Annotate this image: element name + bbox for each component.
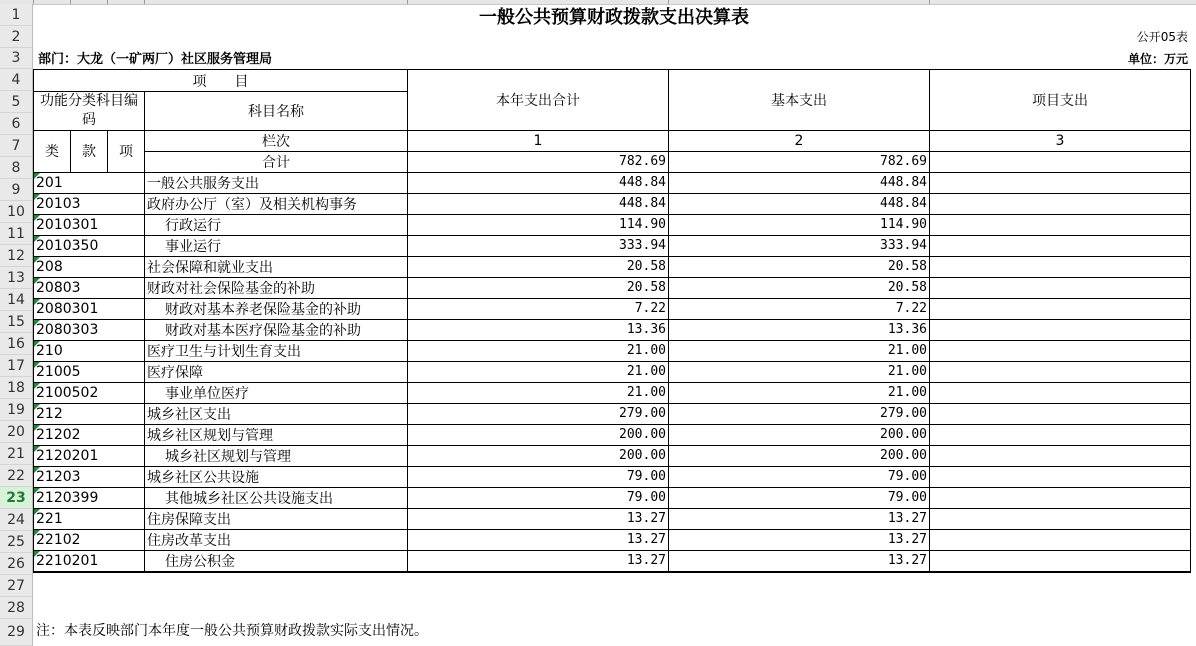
text-number-indicator-icon	[34, 530, 40, 536]
total-amount-cell[interactable]: 279.00	[408, 403, 669, 424]
table-note: 注：本表反映部门本年度一般公共预算财政拨款实际支出情况。	[36, 623, 428, 639]
subject-name-cell[interactable]	[145, 193, 408, 214]
sum-basic-cell[interactable]: 782.69	[669, 151, 930, 172]
function-code-cell[interactable]	[34, 550, 145, 572]
subject-name-cell[interactable]	[145, 361, 408, 382]
project-amount-cell[interactable]	[930, 214, 1191, 235]
row-number[interactable]: 21	[0, 443, 32, 465]
text-number-indicator-icon	[34, 362, 40, 368]
subject-name-cell[interactable]	[145, 382, 408, 403]
function-code-text: 22102	[36, 531, 81, 548]
sum-total-cell[interactable]: 782.69	[408, 151, 669, 172]
text-number-indicator-icon	[34, 215, 40, 221]
subject-name-cell[interactable]	[145, 529, 408, 550]
column-divider[interactable]	[407, 0, 408, 4]
basic-amount-cell[interactable]: 13.27	[669, 508, 930, 529]
subject-name-cell[interactable]	[145, 445, 408, 466]
department-label: 部门：大龙（一矿两厂）社区服务管理局	[38, 52, 273, 67]
function-code-cell[interactable]	[34, 235, 145, 256]
row-number[interactable]: 1	[0, 4, 32, 26]
table-row	[34, 214, 1191, 235]
project-amount-cell[interactable]	[930, 550, 1191, 572]
project-amount-cell[interactable]	[930, 277, 1191, 298]
table-row	[34, 382, 1191, 403]
function-code-header-cell[interactable]: 功能分类科目编码	[34, 92, 145, 131]
table-row	[34, 403, 1191, 424]
total-amount-cell[interactable]: 20.58	[408, 256, 669, 277]
column-divider[interactable]	[668, 0, 669, 4]
subject-name-text: 政府办公厅（室）及相关机构事务	[147, 196, 357, 213]
column-order-2-cell[interactable]: 2	[669, 130, 930, 151]
basic-amount-cell[interactable]: 79.00	[669, 487, 930, 508]
text-number-indicator-icon	[34, 551, 40, 557]
total-amount-cell[interactable]: 79.00	[408, 487, 669, 508]
subject-name-text: 住房改革支出	[147, 532, 231, 549]
subject-name-cell[interactable]	[145, 424, 408, 445]
row-number[interactable]: 8	[0, 157, 32, 179]
function-code-cell[interactable]	[34, 466, 145, 487]
table-row	[34, 424, 1191, 445]
subject-name-text: 医疗保障	[147, 364, 203, 381]
row-number[interactable]: 2	[0, 26, 32, 48]
column-divider[interactable]	[107, 0, 108, 4]
row-number[interactable]: 15	[0, 311, 32, 333]
subject-name-cell[interactable]	[145, 214, 408, 235]
row-number[interactable]: 6	[0, 113, 32, 135]
function-code-cell[interactable]	[34, 172, 145, 193]
row-number[interactable]: 20	[0, 421, 32, 443]
text-number-indicator-icon	[34, 383, 40, 389]
subject-name-cell[interactable]	[145, 487, 408, 508]
text-number-indicator-icon	[34, 194, 40, 200]
basic-amount-cell[interactable]: 20.58	[669, 277, 930, 298]
basic-amount-cell[interactable]: 448.84	[669, 193, 930, 214]
table-row	[34, 340, 1191, 361]
project-amount-cell[interactable]	[930, 424, 1191, 445]
kuan-header-cell[interactable]: 款	[71, 130, 108, 172]
project-amount-cell[interactable]	[930, 487, 1191, 508]
subject-name-text: 城乡社区规划与管理	[147, 427, 273, 444]
basic-amount-cell[interactable]: 21.00	[669, 382, 930, 403]
project-amount-cell[interactable]	[930, 340, 1191, 361]
table-row	[34, 508, 1191, 529]
project-amount-cell[interactable]	[930, 235, 1191, 256]
subject-name-cell[interactable]	[145, 256, 408, 277]
table-row	[34, 235, 1191, 256]
table-row	[34, 319, 1191, 340]
basic-amount-cell[interactable]: 448.84	[669, 172, 930, 193]
project-header-cell[interactable]: 项目支出	[930, 70, 1191, 131]
basic-amount-cell[interactable]: 13.27	[669, 550, 930, 572]
table-row	[34, 172, 1191, 193]
function-code-cell[interactable]	[34, 277, 145, 298]
project-amount-cell[interactable]	[930, 445, 1191, 466]
function-code-text: 208	[36, 258, 63, 275]
row-number[interactable]: 7	[0, 135, 32, 157]
basic-amount-cell[interactable]: 13.36	[669, 319, 930, 340]
function-code-text: 21202	[36, 426, 81, 443]
table-row	[34, 277, 1191, 298]
row-number[interactable]: 5	[0, 91, 32, 113]
total-amount-cell[interactable]: 13.27	[408, 550, 669, 572]
row-number[interactable]: 25	[0, 531, 32, 553]
basic-amount-cell[interactable]: 13.27	[669, 529, 930, 550]
subject-name-text: 住房公积金	[165, 553, 235, 570]
total-amount-cell[interactable]: 200.00	[408, 424, 669, 445]
sheet-title: 一般公共预算财政拨款支出决算表	[479, 7, 749, 28]
total-amount-cell[interactable]: 13.36	[408, 319, 669, 340]
project-amount-cell[interactable]	[930, 508, 1191, 529]
table-row	[34, 193, 1191, 214]
function-code-cell[interactable]	[34, 214, 145, 235]
project-amount-cell[interactable]	[930, 466, 1191, 487]
row-number[interactable]: 24	[0, 509, 32, 531]
row-number[interactable]: 19	[0, 399, 32, 421]
row-number[interactable]: 4	[0, 69, 32, 91]
function-code-cell[interactable]	[34, 487, 145, 508]
row-number[interactable]: 22	[0, 465, 32, 487]
row-number[interactable]: 9	[0, 179, 32, 201]
subject-name-text: 事业单位医疗	[165, 385, 249, 402]
subject-name-text: 城乡社区公共设施	[147, 469, 259, 486]
subject-name-cell[interactable]	[145, 277, 408, 298]
xiang-header-cell[interactable]: 项	[108, 130, 145, 172]
total-amount-cell[interactable]: 448.84	[408, 193, 669, 214]
total-amount-cell[interactable]: 7.22	[408, 298, 669, 319]
function-code-text: 221	[36, 510, 63, 527]
subject-name-cell[interactable]	[145, 508, 408, 529]
function-code-text: 2210201	[36, 552, 99, 569]
subject-name-text: 住房保障支出	[147, 511, 231, 528]
total-header-cell[interactable]: 本年支出合计	[408, 70, 669, 131]
subject-name-cell[interactable]	[145, 235, 408, 256]
item-header-cell[interactable]: 项 目	[34, 70, 408, 92]
basic-amount-cell[interactable]: 114.90	[669, 214, 930, 235]
subject-name-text: 行政运行	[165, 217, 221, 234]
row-number[interactable]: 16	[0, 333, 32, 355]
row-number[interactable]: 12	[0, 245, 32, 267]
form-number: 公开05表	[1136, 30, 1188, 44]
basic-amount-cell[interactable]: 21.00	[669, 340, 930, 361]
function-code-cell[interactable]	[34, 424, 145, 445]
function-code-text: 2080303	[36, 321, 99, 338]
function-code-text: 20103	[36, 195, 81, 212]
total-amount-cell[interactable]: 114.90	[408, 214, 669, 235]
subject-name-text: 财政对社会保险基金的补助	[147, 280, 315, 297]
table-row	[34, 529, 1191, 550]
subject-name-text: 一般公共服务支出	[147, 175, 259, 192]
row-number[interactable]: 27	[0, 575, 32, 597]
subject-name-cell[interactable]	[145, 403, 408, 424]
text-number-indicator-icon	[34, 257, 40, 263]
table-row	[34, 256, 1191, 277]
subject-name-cell[interactable]	[145, 319, 408, 340]
function-code-cell[interactable]	[34, 340, 145, 361]
table-row	[34, 466, 1191, 487]
function-code-text: 21005	[36, 363, 81, 380]
function-code-text: 21203	[36, 468, 81, 485]
subject-name-cell[interactable]	[145, 172, 408, 193]
text-number-indicator-icon	[34, 320, 40, 326]
text-number-indicator-icon	[34, 446, 40, 452]
subject-name-text: 社会保障和就业支出	[147, 259, 273, 276]
subject-name-text: 城乡社区规划与管理	[165, 448, 291, 465]
table-row	[34, 550, 1191, 572]
row-number[interactable]: 14	[0, 289, 32, 311]
text-number-indicator-icon	[34, 425, 40, 431]
table-row	[34, 487, 1191, 508]
total-amount-cell[interactable]: 21.00	[408, 340, 669, 361]
text-number-indicator-icon	[34, 488, 40, 494]
total-amount-cell[interactable]: 13.27	[408, 529, 669, 550]
subject-name-text: 其他城乡社区公共设施支出	[165, 490, 333, 507]
function-code-cell[interactable]	[34, 256, 145, 277]
basic-amount-cell[interactable]: 7.22	[669, 298, 930, 319]
row-number[interactable]: 18	[0, 377, 32, 399]
function-code-text: 212	[36, 405, 63, 422]
total-amount-cell[interactable]: 79.00	[408, 466, 669, 487]
text-number-indicator-icon	[34, 404, 40, 410]
total-amount-cell[interactable]: 20.58	[408, 277, 669, 298]
total-amount-cell[interactable]: 21.00	[408, 382, 669, 403]
function-code-text: 201	[36, 174, 63, 191]
total-amount-cell[interactable]: 13.27	[408, 508, 669, 529]
basic-amount-cell[interactable]: 333.94	[669, 235, 930, 256]
total-amount-cell[interactable]: 333.94	[408, 235, 669, 256]
row-number[interactable]: 17	[0, 355, 32, 377]
table-row	[34, 445, 1191, 466]
row-number[interactable]: 28	[0, 597, 32, 619]
total-amount-cell[interactable]: 200.00	[408, 445, 669, 466]
expenditure-table	[33, 69, 1191, 573]
unit-label: 单位：万元	[1127, 52, 1188, 66]
row-number[interactable]: 10	[0, 201, 32, 223]
text-number-indicator-icon	[34, 509, 40, 515]
function-code-text: 210	[36, 342, 63, 359]
total-amount-cell[interactable]: 21.00	[408, 361, 669, 382]
text-number-indicator-icon	[34, 173, 40, 179]
text-number-indicator-icon	[34, 299, 40, 305]
subject-name-text: 事业运行	[165, 238, 221, 255]
column-order-1-cell[interactable]: 1	[408, 130, 669, 151]
table-row	[34, 361, 1191, 382]
column-divider[interactable]	[929, 0, 930, 4]
function-code-cell[interactable]	[34, 403, 145, 424]
project-amount-cell[interactable]	[930, 529, 1191, 550]
table-row	[34, 298, 1191, 319]
subject-name-text: 财政对基本医疗保险基金的补助	[165, 322, 361, 339]
column-divider[interactable]	[144, 0, 145, 4]
project-amount-cell[interactable]	[930, 319, 1191, 340]
project-amount-cell[interactable]	[930, 403, 1191, 424]
subject-name-text: 城乡社区支出	[147, 406, 231, 423]
row-number-gutter	[0, 4, 33, 646]
function-code-text: 2120201	[36, 447, 99, 464]
row-number[interactable]: 23	[0, 487, 32, 509]
row-number[interactable]: 13	[0, 267, 32, 289]
function-code-cell[interactable]	[34, 193, 145, 214]
function-code-text: 2010350	[36, 237, 99, 254]
project-amount-cell[interactable]	[930, 382, 1191, 403]
function-code-text: 2120399	[36, 489, 99, 506]
column-divider[interactable]	[70, 0, 71, 4]
basic-amount-cell[interactable]: 200.00	[669, 445, 930, 466]
column-divider[interactable]	[33, 0, 34, 4]
function-code-cell[interactable]	[34, 361, 145, 382]
sum-project-cell[interactable]	[930, 151, 1191, 172]
function-code-cell[interactable]	[34, 508, 145, 529]
subject-name-cell[interactable]	[145, 340, 408, 361]
basic-amount-cell[interactable]: 200.00	[669, 424, 930, 445]
column-order-label-cell[interactable]: 栏次	[145, 130, 408, 151]
row-number[interactable]: 11	[0, 223, 32, 245]
subject-name-cell[interactable]	[145, 298, 408, 319]
project-amount-cell[interactable]	[930, 172, 1191, 193]
text-number-indicator-icon	[34, 341, 40, 347]
row-number[interactable]: 3	[0, 48, 32, 69]
text-number-indicator-icon	[34, 278, 40, 284]
basic-amount-cell[interactable]: 20.58	[669, 256, 930, 277]
project-amount-cell[interactable]	[930, 298, 1191, 319]
total-amount-cell[interactable]: 448.84	[408, 172, 669, 193]
function-code-text: 2100502	[36, 384, 99, 401]
function-code-text: 20803	[36, 279, 81, 296]
basic-amount-cell[interactable]: 279.00	[669, 403, 930, 424]
row-number[interactable]: 26	[0, 553, 32, 575]
project-amount-cell[interactable]	[930, 256, 1191, 277]
lei-header-cell[interactable]: 类	[34, 130, 71, 172]
function-code-cell[interactable]	[34, 529, 145, 550]
basic-header-cell[interactable]: 基本支出	[669, 70, 930, 131]
function-code-cell[interactable]	[34, 445, 145, 466]
function-code-cell[interactable]	[34, 298, 145, 319]
subject-name-cell[interactable]	[145, 550, 408, 572]
function-code-cell[interactable]	[34, 319, 145, 340]
project-amount-cell[interactable]	[930, 193, 1191, 214]
basic-amount-cell[interactable]: 21.00	[669, 361, 930, 382]
function-code-text: 2010301	[36, 216, 99, 233]
row-number[interactable]: 29	[0, 619, 32, 646]
subject-name-text: 医疗卫生与计划生育支出	[147, 343, 301, 360]
column-header-bar	[0, 0, 1196, 5]
function-code-text: 2080301	[36, 300, 99, 317]
subject-name-text: 财政对基本养老保险基金的补助	[165, 301, 361, 318]
project-amount-cell[interactable]	[930, 361, 1191, 382]
text-number-indicator-icon	[34, 236, 40, 242]
subject-name-cell[interactable]	[145, 466, 408, 487]
function-code-cell[interactable]	[34, 382, 145, 403]
text-number-indicator-icon	[34, 467, 40, 473]
sum-label-cell[interactable]: 合计	[145, 151, 408, 172]
column-order-3-cell[interactable]: 3	[930, 130, 1191, 151]
basic-amount-cell[interactable]: 79.00	[669, 466, 930, 487]
subject-name-header-cell[interactable]: 科目名称	[145, 92, 408, 131]
